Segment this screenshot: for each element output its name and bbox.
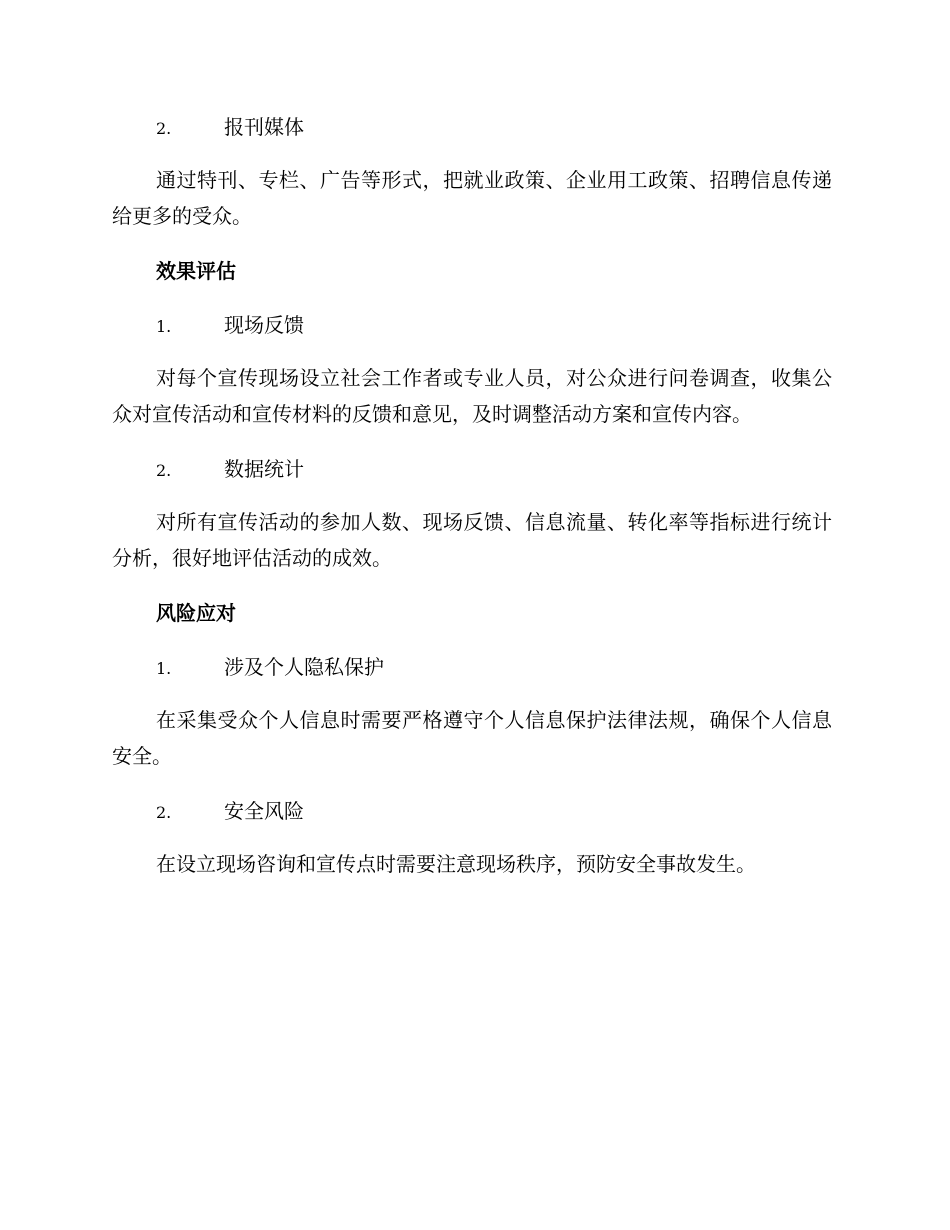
document-content: [112, 108, 832, 900]
section-heading-risk-response: 风险应对: [156, 601, 236, 625]
list-label: 安全风险: [224, 799, 304, 823]
list-label: 数据统计: [224, 457, 304, 481]
list-number: 1.: [156, 317, 172, 336]
list-item-onsite-feedback: [112, 306, 832, 344]
list-number: 2.: [156, 461, 172, 480]
paragraph-safety-risk: 在设立现场咨询和宣传点时需要注意现场秩序，预防安全事故发生。: [156, 852, 756, 876]
paragraph-onsite-feedback: 对每个宣传现场设立社会工作者或专业人员，对公众进行问卷调查，收集公众对宣传活动和宣传材料的反馈和意见，及时调整活动方案和宣传内容。: [112, 366, 832, 426]
list-number: 2.: [156, 119, 172, 138]
list-item-newspaper-media: [112, 108, 832, 146]
paragraph-data-statistics: 对所有宣传活动的参加人数、现场反馈、信息流量、转化率等指标进行统计分析，很好地评估活动的成效。: [112, 510, 832, 570]
list-number: 2.: [156, 803, 172, 822]
list-item-privacy-protection: [112, 648, 832, 686]
list-label: 涉及个人隐私保护: [224, 655, 384, 679]
list-item-safety-risk: [112, 792, 832, 830]
list-label: 报刊媒体: [224, 115, 304, 139]
paragraph-privacy-protection: 在采集受众个人信息时需要严格遵守个人信息保护法律法规，确保个人信息安全。: [112, 708, 832, 768]
list-number: 1.: [156, 659, 172, 678]
paragraph-newspaper-media: 通过特刊、专栏、广告等形式，把就业政策、企业用工政策、招聘信息传递给更多的受众。: [112, 168, 832, 228]
list-label: 现场反馈: [224, 313, 304, 337]
section-heading-effect-evaluation: 效果评估: [156, 259, 236, 283]
list-item-data-statistics: [112, 450, 832, 488]
